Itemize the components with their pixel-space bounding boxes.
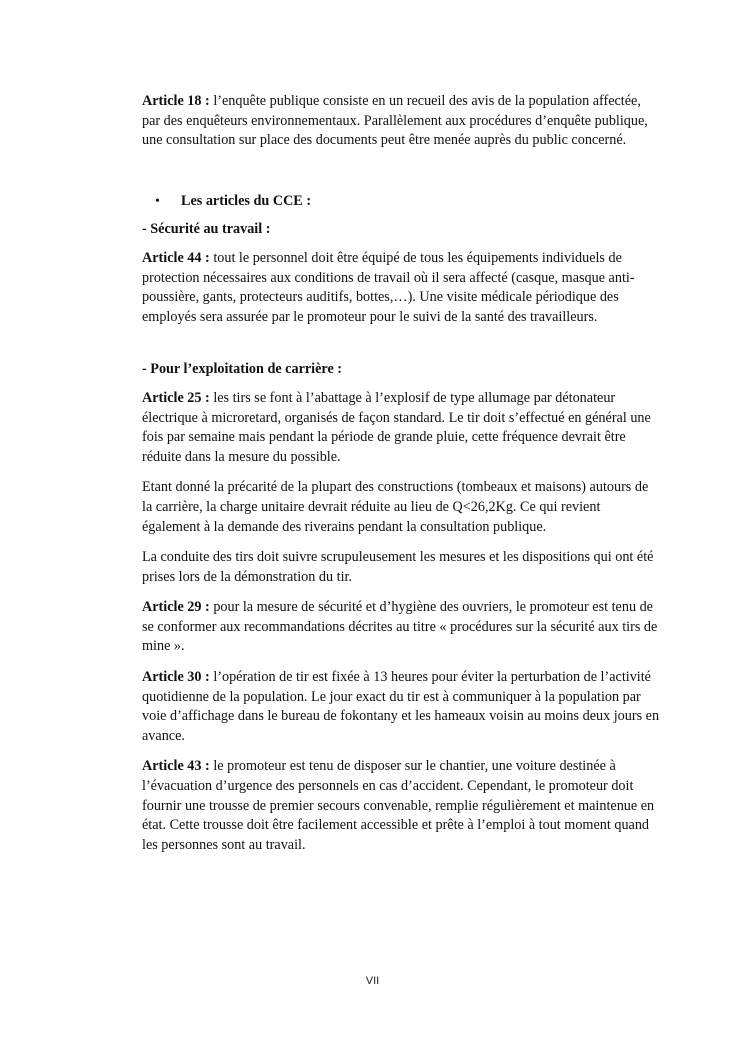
spacer	[142, 162, 662, 192]
article-43-label: Article 43 :	[142, 758, 210, 775]
page-content	[142, 92, 662, 866]
bullet-heading	[142, 192, 662, 212]
bullet-heading-text: Les articles du CCE :	[181, 192, 312, 209]
article-30-text: l’opération de tir est fixée à 13 heures pour éviter la perturbation de l’activité quotidienne de la population. Le jour exact du tir est à communiquer à la population par voie d’affichage dans le bureau de fokontany et les hameaux voisin au moins deux jours en avance.	[142, 669, 660, 744]
article-18-paragraph	[142, 92, 662, 151]
article-43-text: le promoteur est tenu de disposer sur le chantier, une voiture destinée à l’évacuation d’urgence des personnels en cas d’accident. Cependant, le promoteur doit fournir une trousse de premier secours convenable, remplie régulièrement et maintenue en état. Cette trousse doit être facilement accessible et prête à l’emploi à tout moment quand les personnes sont au travail.	[142, 758, 655, 853]
article-44-text: tout le personnel doit être équipé de tous les équipements individuels de protection nécessaires aux conditions de travail où il sera affecté (casque, masque anti-poussière, gants, protecteurs auditifs, bottes,…). Une visite médicale périodique des employés sera assurée par le promoteur pour le suivi de la santé des travailleurs.	[142, 249, 635, 325]
page-number: VII	[365, 975, 380, 987]
article-43-paragraph	[142, 757, 662, 855]
article-25-paragraph	[142, 389, 662, 467]
article-30-label: Article 30 :	[142, 669, 210, 686]
article-18-label: Article 18 :	[142, 93, 210, 109]
precarite-paragraph: Etant donné la précarité de la plupart des constructions (tombeaux et maisons) autours de la carrière, la charge unitaire devrait réduite au lieu de Q<26,2Kg. Ce qui revient également à la demande des riverains pendant la consultation publique.	[142, 479, 649, 535]
article-18-text: l’enquête publique consiste en un recueil des avis de la population affectée, par des enquêteurs environnementaux. Parallèlement aux procédures d’enquête publique, une consultation sur place des documents peut être menée auprès du public concerné.	[142, 93, 648, 149]
article-29-text: pour la mesure de sécurité et d’hygiène des ouvriers, le promoteur est tenu de se conformer aux recommandations décrites au titre « procédures sur la sécurité aux tirs de mine ».	[142, 599, 658, 655]
section-heading-exploitation: - Pour l’exploitation de carrière :	[142, 361, 343, 378]
article-25-text: les tirs se font à l’abattage à l’explosif de type allumage par détonateur électrique à microretard, organisés de façon standard. Le tir doit s’effectué en général une fois par semaine mais pendant la période de grande pluie, cette fréquence devrait être réduite dans la mesure du possible.	[142, 389, 651, 465]
bullet-icon: •	[155, 193, 160, 209]
conduite-paragraph: La conduite des tirs doit suivre scrupuleusement les mesures et les dispositions qui ont été prises lors de la démonstration du tir.	[142, 549, 654, 585]
article-44-label: Article 44 :	[142, 249, 210, 266]
article-30-paragraph	[142, 668, 662, 746]
section-heading-securite: - Sécurité au travail :	[142, 221, 271, 238]
article-25-label: Article 25 :	[142, 389, 210, 406]
article-29-paragraph	[142, 598, 662, 657]
article-29-label: Article 29 :	[142, 599, 210, 616]
spacer	[142, 338, 662, 360]
article-44-paragraph	[142, 249, 662, 327]
